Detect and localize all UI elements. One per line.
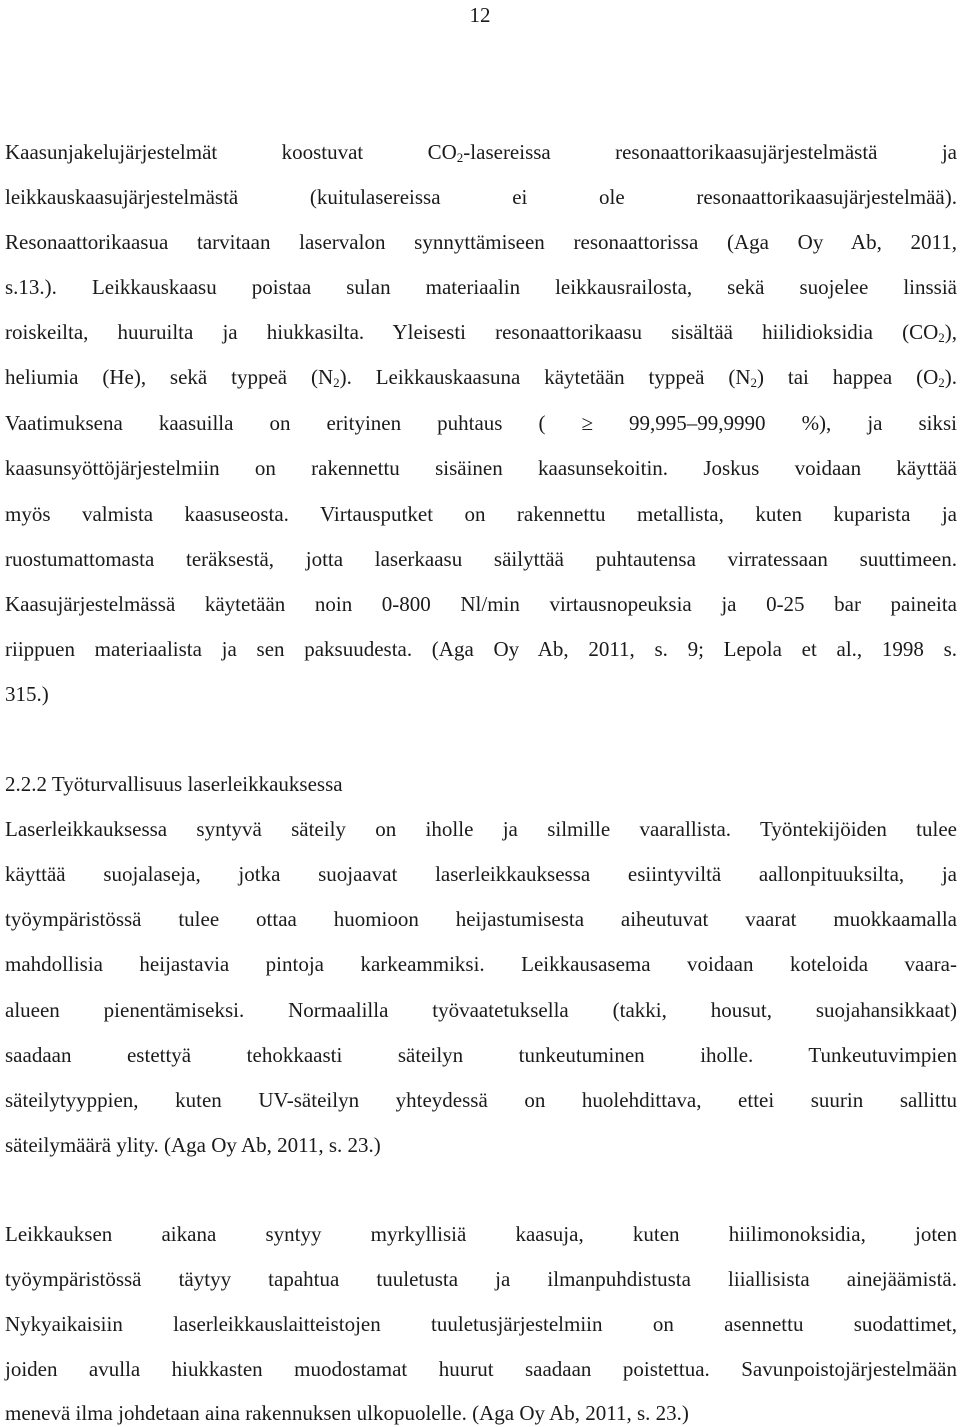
paragraph-2-line-8: säteilymäärä ylity. (Aga Oy Ab, 2011, s. 23.)	[5, 1133, 381, 1157]
paragraph-1-line-8: kaasunsyöttöjärjestelmiin on rakennettu sisäinen kaasunsekoitin. Joskus voidaan käyttää	[5, 456, 957, 480]
paragraph-3-line-5: menevä ilma johdetaan aina rakennuksen ulkopuolelle. (Aga Oy Ab, 2011, s. 23.)	[5, 1401, 689, 1425]
paragraph-1-line-3: Resonaattorikaasua tarvitaan laservalon synnyttämiseen resonaattorissa (Aga Oy Ab, 2011,	[5, 230, 957, 254]
subscript: 2	[938, 375, 945, 390]
paragraph-3-line-4: joiden avulla hiukkasten muodostamat huurut saadaan poistettua. Savunpoistojärjestelmään	[5, 1357, 957, 1381]
paragraph-1-line-11: Kaasujärjestelmässä käytetään noin 0-800 Nl/min virtausnopeuksia ja 0-25 bar paineita	[5, 592, 957, 616]
paragraph-2-line-7: säteilytyyppien, kuten UV-säteilyn yhteydessä on huolehdittava, ettei suurin sallittu	[5, 1088, 957, 1112]
subscript: 2	[333, 375, 340, 390]
paragraph-2-line-5: alueen pienentämiseksi. Normaalilla työvaatetuksella (takki, housut, suojahansikkaat)	[5, 998, 957, 1022]
text-segment: ),	[944, 320, 957, 344]
text-segment: -lasereissa resonaattorikaasujärjestelmästä ja	[463, 140, 957, 164]
paragraph-3-line-3: Nykyaikaisiin laserleikkauslaitteistojen tuuletusjärjestelmiin on asennettu suodattimet,	[5, 1312, 957, 1336]
paragraph-1-line-9: myös valmista kaasuseosta. Virtausputket on rakennettu metallista, kuten kuparista ja	[5, 502, 957, 526]
greater-or-equal-symbol: ≥	[581, 411, 594, 435]
paragraph-1-line-5	[5, 318, 957, 346]
paragraph-1-line-12: riippuen materiaalista ja sen paksuudesta. (Aga Oy Ab, 2011, s. 9; Lepola et al., 1998 s.	[5, 637, 957, 661]
paragraph-2-line-2: käyttää suojalaseja, jotka suojaavat laserleikkauksessa esiintyviltä aallonpituuksilta, ja	[5, 862, 957, 886]
section-heading: 2.2.2 Työturvallisuus laserleikkauksessa	[5, 772, 343, 796]
text-segment: 99,995–99,9990 %), ja siksi	[629, 411, 957, 435]
paragraph-1-line-1	[5, 138, 957, 166]
paragraph-3-line-1: Leikkauksen aikana syntyy myrkyllisiä kaasuja, kuten hiilimonoksidia, joten	[5, 1222, 957, 1246]
paragraph-2-line-4: mahdollisia heijastavia pintoja karkeammiksi. Leikkausasema voidaan koteloida vaara-	[5, 952, 957, 976]
paragraph-1-line-10: ruostumattomasta teräksestä, jotta laserkaasu säilyttää puhtautensa virratessaan suuttimeen.	[5, 547, 957, 571]
paragraph-2-line-3: työympäristössä tulee ottaa huomioon heijastumisesta aiheutuvat vaarat muokkaamalla	[5, 907, 957, 931]
page-number: 12	[469, 3, 491, 27]
paragraph-1-line-13: 315.)	[5, 682, 49, 706]
text-segment: Vaatimuksena kaasuilla on erityinen puhtaus (	[5, 411, 546, 435]
text-segment: ). Leikkauskaasuna käytetään typpeä (N	[339, 365, 751, 389]
text-segment: Kaasunjakelujärjestelmät koostuvat CO	[5, 140, 457, 164]
subscript: 2	[456, 150, 464, 165]
text-segment: roiskeilta, huuruilta ja hiukkasilta. Yleisesti resonaattorikaasu sisältää hiilidioksidia (CO	[5, 320, 939, 344]
paragraph-2-line-6: saadaan estettyä tehokkaasti säteilyn tunkeutuminen iholle. Tunkeutuvimpien	[5, 1043, 957, 1067]
text-segment: ) tai happea (O	[757, 365, 939, 389]
text-segment: heliumia (He), sekä typpeä (N	[5, 365, 334, 389]
paragraph-3-line-2: työympäristössä täytyy tapahtua tuuletusta ja ilmanpuhdistusta liiallisista ainejäämistä.	[5, 1267, 957, 1291]
text-segment: ).	[944, 365, 958, 389]
subscript: 2	[938, 330, 945, 345]
paragraph-1-line-4: s.13.). Leikkauskaasu poistaa sulan materiaalin leikkausrailosta, sekä suojelee linssiä	[5, 275, 957, 299]
paragraph-1-line-7	[5, 409, 957, 437]
paragraph-1-line-6	[5, 363, 957, 391]
subscript: 2	[750, 375, 758, 390]
paragraph-2-line-1: Laserleikkauksessa syntyvä säteily on iholle ja silmille vaarallista. Työntekijöiden tulee	[5, 817, 957, 841]
paragraph-1-line-2: leikkauskaasujärjestelmästä (kuitulasereissa ei ole resonaattorikaasujärjestelmää).	[5, 185, 957, 209]
